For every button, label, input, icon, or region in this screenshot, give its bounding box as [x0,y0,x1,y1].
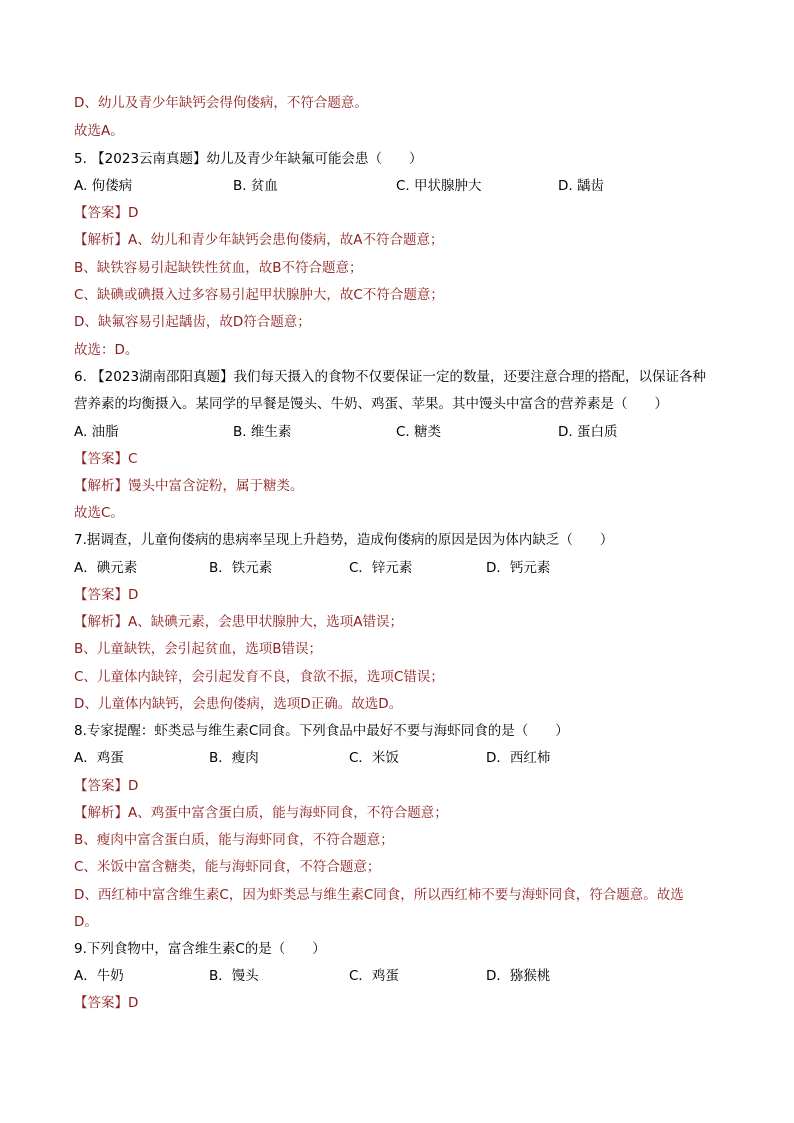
option-b: B．馒头 [209,968,259,984]
option-b: B．铁元素 [209,560,273,576]
option-a: A．牛奶 [74,968,124,984]
option-a: A. 油脂 [74,424,119,440]
question-7: 7.据调查，儿童佝偻病的患病率呈现上升趋势，造成佝偻病的原因是因为体内缺乏（ ） [74,532,614,548]
answer-8: 【答案】D [74,778,139,794]
option-d: D. 蛋白质 [558,424,618,440]
text-line: D、幼儿及青少年缺钙会得佝偻病，不符合题意。 [74,95,368,111]
option-d: D．西红柿 [486,750,551,766]
analysis-line: D、西红柿中富含维生素C，因为虾类忌与维生素C同食，所以西红柿不要与海虾同食，符合题意。故选 [74,887,684,903]
analysis-line: C、缺碘或碘摄入过多容易引起甲状腺肿大，故C不符合题意； [74,287,444,303]
analysis-line: C、儿童体内缺锌，会引起发育不良，食欲不振，选项C错误； [74,669,444,685]
question-8: 8.专家提醒：虾类忌与维生素C同食。下列食品中最好不要与海虾同食的是（ ） [74,723,569,739]
option-b: B．瘦肉 [209,750,259,766]
question-5: 5. 【2023云南真题】幼儿及青少年缺氟可能会患（ ） [74,151,423,167]
option-c: C．米饭 [349,750,399,766]
analysis-line: D、缺氟容易引起龋齿，故D符合题意； [74,314,311,330]
analysis-line: 故选C。 [74,505,124,521]
option-d: D．钙元素 [486,560,551,576]
analysis-line: 故选：D。 [74,342,139,358]
text-line: 故选A。 [74,123,124,139]
answer-6: 【答案】C [74,451,138,467]
analysis-line: B、缺铁容易引起缺铁性贫血，故B不符合题意； [74,260,363,276]
answer-9: 【答案】D [74,995,139,1011]
option-c: C. 糖类 [396,424,442,440]
analysis-line: D、儿童体内缺钙，会患佝偻病，选项D正确。故选D。 [74,696,403,712]
question-6-cont: 营养素的均衡摄入。某同学的早餐是馒头、牛奶、鸡蛋、苹果。其中馒头中富含的营养素是（ ） [74,396,668,412]
option-b: B. 维生素 [233,424,292,440]
option-c: C．鸡蛋 [349,968,399,984]
analysis-line: 【解析】A、幼儿和青少年缺钙会患佝偻病，故A不符合题意； [74,232,444,248]
analysis-line: 【解析】A、鸡蛋中富含蛋白质，能与海虾同食，不符合题意； [74,805,448,821]
option-a: A．鸡蛋 [74,750,124,766]
analysis-line: D。 [74,914,98,930]
option-d: D. 龋齿 [558,178,604,194]
question-6: 6. 【2023湖南邵阳真题】我们每天摄入的食物不仅要保证一定的数量，还要注意合理的搭配，以保证各种 [74,369,707,385]
analysis-line: B、儿童缺铁，会引起贫血，选项B错误； [74,641,323,657]
option-a: A. 佝偻病 [74,178,133,194]
option-c: C. 甲状腺肿大 [396,178,482,194]
question-9: 9.下列食物中，富含维生素C的是（ ） [74,941,326,957]
option-b: B. 贫血 [233,178,278,194]
option-d: D．猕猴桃 [486,968,551,984]
analysis-line: C、米饭中富含糖类，能与海虾同食，不符合题意； [74,859,381,875]
option-a: A．碘元素 [74,560,138,576]
option-c: C．锌元素 [349,560,413,576]
analysis-line: 【解析】A、缺碘元素，会患甲状腺肿大，选项A错误； [74,614,403,630]
analysis-line: 【解析】馒头中富含淀粉，属于糖类。 [74,478,304,494]
answer-5: 【答案】D [74,205,139,221]
answer-7: 【答案】D [74,587,139,603]
analysis-line: B、瘦肉中富含蛋白质，能与海虾同食，不符合题意； [74,832,394,848]
